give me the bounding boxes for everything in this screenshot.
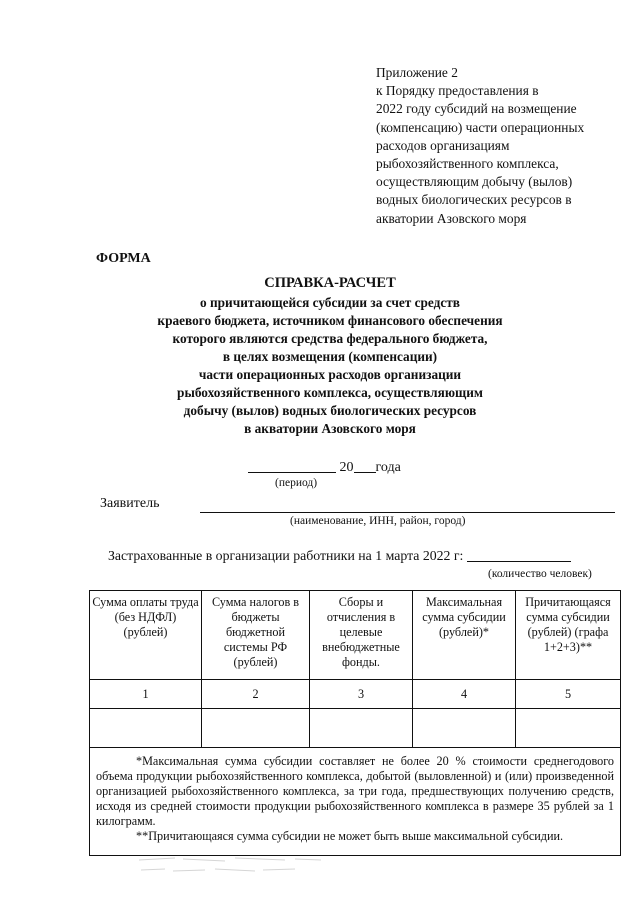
data-cell[interactable] xyxy=(90,709,202,748)
header-cell: Причитающаяся сумма субсидии (рублей) (графа 1+2+3)** xyxy=(516,591,621,680)
appendix-line: 2022 году субсидий на возмещение xyxy=(376,101,577,117)
header-cell: Сумма налогов в бюджеты бюджетной системы РФ (рублей) xyxy=(202,591,310,680)
column-number: 4 xyxy=(413,680,516,709)
insured-label: Застрахованные в организации работники на 1 марта 2022 г: xyxy=(108,548,464,563)
header-cell: Сборы и отчисления в целевые внебюджетные фонды. xyxy=(310,591,413,680)
data-cell[interactable] xyxy=(202,709,310,748)
title-line: рыбохозяйственного комплекса, осуществляющим xyxy=(177,385,483,400)
title-subtitle xyxy=(130,294,530,438)
table-data-row xyxy=(90,709,621,748)
appendix-line: Приложение 2 xyxy=(376,65,458,80)
year-suffix: года xyxy=(375,460,401,475)
appendix-line: рыбохозяйственного комплекса, xyxy=(376,156,559,172)
title-main: СПРАВКА-РАСЧЕТ xyxy=(264,275,396,291)
column-number: 5 xyxy=(516,680,621,709)
title-line: добычу (вылов) водных биологических ресурсов xyxy=(183,403,477,418)
title-line: краевого бюджета, источником финансового обеспечения xyxy=(157,313,503,328)
title-line: которого являются средства федерального бюджета, xyxy=(172,331,488,346)
insured-blank[interactable] xyxy=(467,547,571,562)
applicant-caption: (наименование, ИНН, район, город) xyxy=(290,515,466,527)
insured-caption: (количество человек) xyxy=(488,568,592,580)
footnote-due-subsidy: **Причитающаяся сумма субсидии не может быть выше максимальной субсидии. xyxy=(136,829,564,843)
column-number: 2 xyxy=(202,680,310,709)
period-caption: (период) xyxy=(275,477,318,489)
column-number: 1 xyxy=(90,680,202,709)
title-line: о причитающейся субсидии за счет средств xyxy=(200,295,460,310)
title-line: в целях возмещения (компенсации) xyxy=(222,349,438,364)
footnote-max-subsidy: *Максимальная сумма субсидии составляет не более 20 % стоимости среднегодового объема продукции рыбохозяйственного комплекса, добытой (выловленной) и (или) произведенной организацией рыбохозяйственного комплекса, за три года, предшествующих получению средств, исходя из средней стоимости продукции рыбохозяйственного комплекса в размере 35 рублей за 1 килограмм. xyxy=(96,754,614,828)
data-cell[interactable] xyxy=(516,709,621,748)
form-label: ФОРМА xyxy=(96,251,151,266)
appendix-line: расходов организациям xyxy=(376,137,510,153)
appendix-line: водных биологических ресурсов в xyxy=(376,192,572,208)
title-line: в акватории Азовского моря xyxy=(244,421,416,436)
table-notes-row xyxy=(90,748,621,856)
appendix-line: (компенсацию) части операционных xyxy=(376,119,585,135)
appendix-block xyxy=(376,64,626,228)
notes-cell xyxy=(90,748,621,856)
faded-stamp-mark xyxy=(135,852,325,878)
appendix-line: акватории Азовского моря xyxy=(376,210,527,226)
period-field xyxy=(248,458,401,476)
column-number: 3 xyxy=(310,680,413,709)
year-prefix: 20 xyxy=(339,460,354,475)
header-cell: Сумма оплаты труда (без НДФЛ) (рублей) xyxy=(90,591,202,680)
period-blank[interactable] xyxy=(248,458,336,473)
document-title xyxy=(130,275,530,438)
data-cell[interactable] xyxy=(310,709,413,748)
applicant-blank[interactable] xyxy=(200,512,615,513)
year-blank[interactable] xyxy=(354,458,376,473)
calculation-table xyxy=(89,590,621,856)
insured-field xyxy=(108,547,571,564)
title-line: части операционных расходов организации xyxy=(198,367,462,382)
table-number-row xyxy=(90,680,621,709)
appendix-line: к Порядку предоставления в xyxy=(376,83,539,99)
applicant-label: Заявитель xyxy=(100,496,160,511)
data-cell[interactable] xyxy=(413,709,516,748)
appendix-line: осуществляющим добычу (вылов) xyxy=(376,174,573,190)
table-header-row xyxy=(90,591,621,680)
header-cell: Максимальная сумма субсидии (рублей)* xyxy=(413,591,516,680)
